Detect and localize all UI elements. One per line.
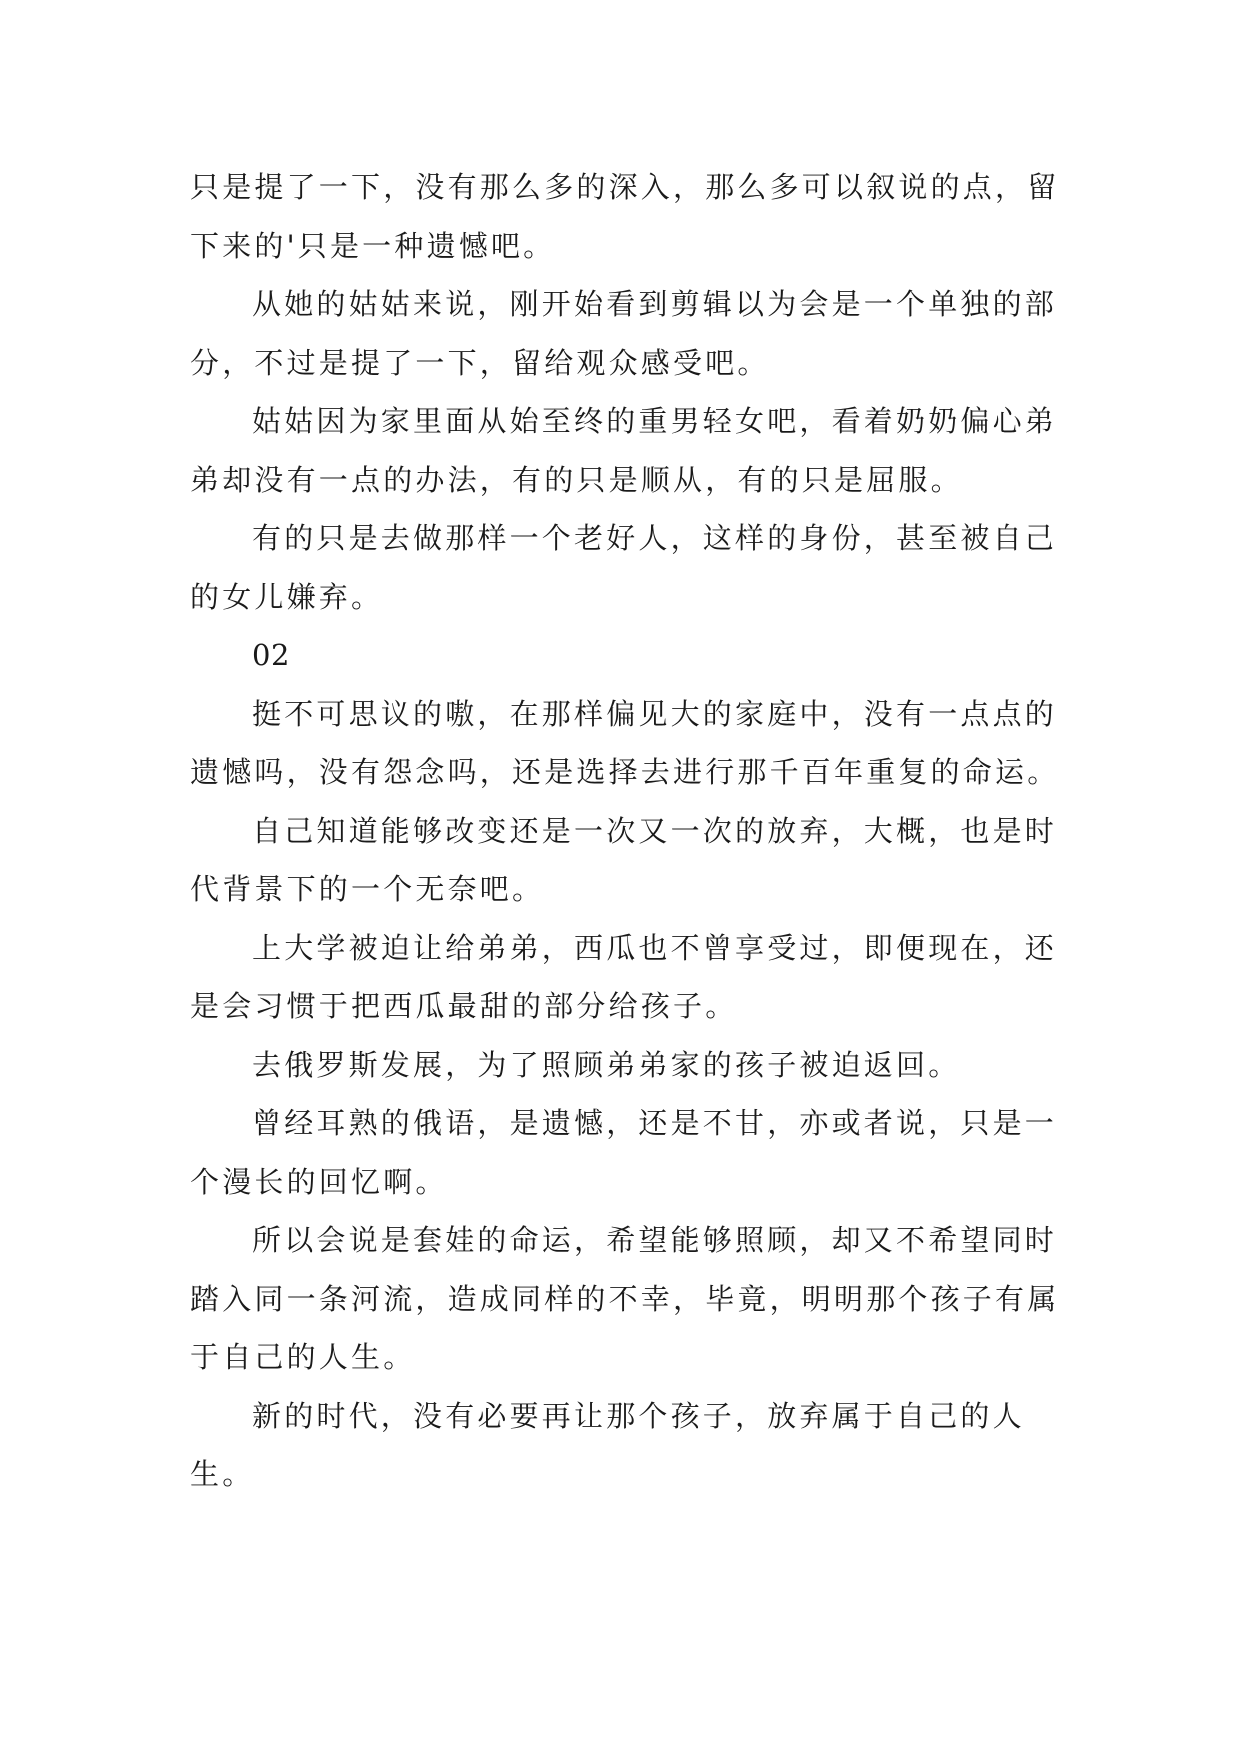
paragraph: 姑姑因为家里面从始至终的重男轻女吧，看着奶奶偏心弟弟却没有一点的办法，有的只是顺从，有的只是屈服。 xyxy=(190,404,1058,497)
paragraph: 上大学被迫让给弟弟，西瓜也不曾享受过，即便现在，还是会习惯于把西瓜最甜的部分给孩子。 xyxy=(190,930,1058,1023)
paragraph: 从她的姑姑来说，刚开始看到剪辑以为会是一个单独的部分，不过是提了一下，留给观众感受吧。 xyxy=(190,287,1058,380)
section-number: 02 xyxy=(252,638,290,672)
paragraph-continuation: 只是提了一下，没有那么多的深入，那么多可以叙说的点，留下来的'只是一种遗憾吧。 xyxy=(190,170,1060,263)
paragraph: 新的时代，没有必要再让那个孩子，放弃属于自己的人生。 xyxy=(190,1398,1025,1491)
paragraph: 挺不可思议的嗷，在那样偏见大的家庭中，没有一点点的遗憾吗，没有怨念吗，还是选择去进行那千百年重复的命运。 xyxy=(190,696,1060,789)
paragraph: 去俄罗斯发展，为了照顾弟弟家的孩子被迫返回。 xyxy=(252,1047,961,1082)
paragraph: 自己知道能够改变还是一次又一次的放弃，大概，也是时代背景下的一个无奈吧。 xyxy=(190,813,1058,906)
paragraph: 曾经耳熟的俄语，是遗憾，还是不甘，亦或者说，只是一个漫长的回忆啊。 xyxy=(190,1106,1058,1199)
paragraph: 所以会说是套娃的命运，希望能够照顾，却又不希望同时踏入同一条河流，造成同样的不幸，毕竟，明明那个孩子有属于自己的人生。 xyxy=(190,1223,1060,1374)
document-body xyxy=(190,158,1066,1504)
paragraph: 有的只是去做那样一个老好人，这样的身份，甚至被自己的女儿嫌弃。 xyxy=(190,521,1058,614)
